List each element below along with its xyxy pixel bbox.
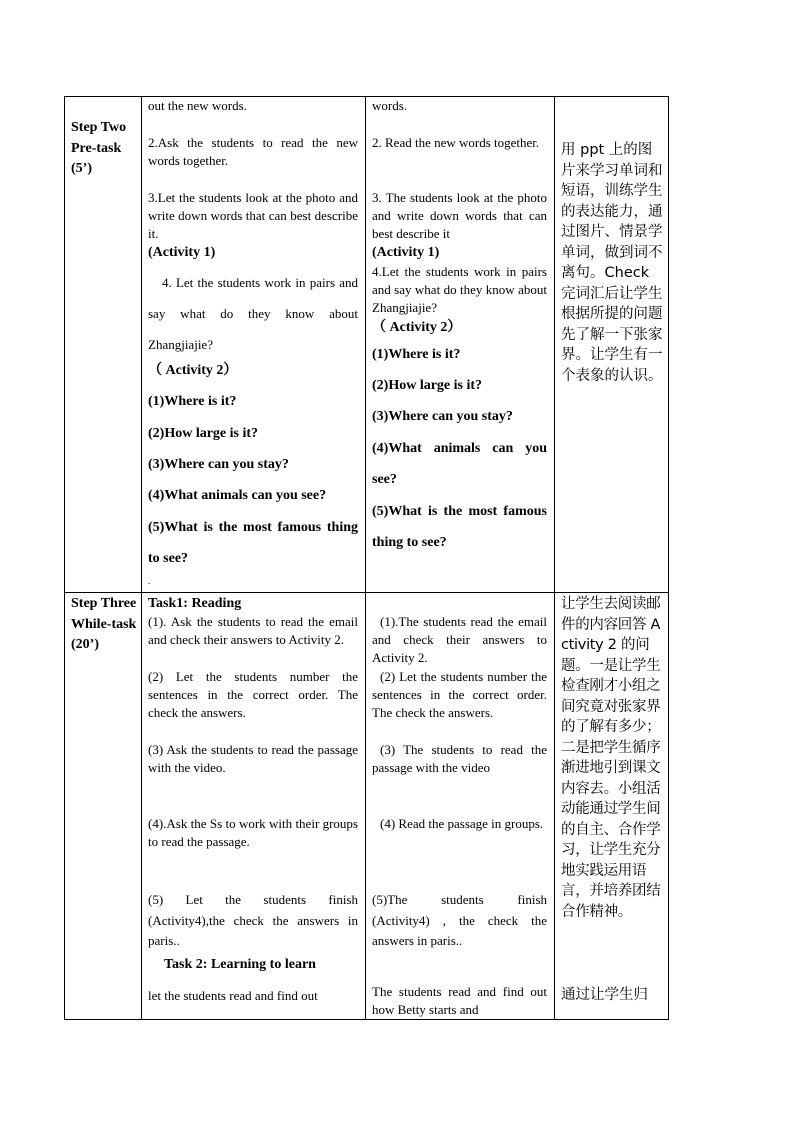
task-heading: Task 2: Learning to learn <box>164 957 316 972</box>
activity-label: （ Activity 2） <box>372 320 462 335</box>
teacher-text: (5) Let the students finish (Activity4),the check the answers in paris.. <box>148 892 358 948</box>
question: (2)How large is it? <box>372 378 483 393</box>
student-text: The students read and find out how Betty starts and <box>372 984 547 1017</box>
question: (3)Where can you stay? <box>148 457 289 472</box>
question: (5)What is the most famous thing to see? <box>372 504 547 550</box>
step-label: Step Three While-task (20’) <box>71 596 137 652</box>
student-text: 4.Let the students work in pairs and say what do they know about Zhangjiajie? <box>372 264 547 315</box>
teacher-text: 3.Let the students look at the photo and write down words that can best describe it. <box>148 190 358 241</box>
lesson-plan-table <box>64 96 669 1020</box>
question: (4)What animals can you see? <box>372 441 547 487</box>
question: (1)Where is it? <box>372 347 461 362</box>
teacher-text: (2) Let the students number the sentences in the correct order. The check the answers. <box>148 669 358 720</box>
teacher-text: (4).Ask the Ss to work with their groups to read the passage. <box>148 816 358 849</box>
question: (1)Where is it? <box>148 394 237 409</box>
student-text: words. <box>372 98 408 113</box>
student-activity-cell <box>366 97 555 593</box>
student-text: (4) Read the passage in groups. <box>380 816 544 831</box>
activity-label: （ Activity 2） <box>148 363 238 378</box>
teacher-activity-cell <box>142 593 366 1020</box>
purpose-text: 通过让学生归 <box>561 987 648 1003</box>
activity-label: (Activity 1) <box>148 245 216 260</box>
purpose-cell <box>555 593 669 1020</box>
step-cell <box>65 97 142 593</box>
student-text: 2. Read the new words together. <box>372 135 540 150</box>
teacher-activity-cell <box>142 97 366 593</box>
question: (3)Where can you stay? <box>372 409 513 424</box>
step-cell <box>65 593 142 1020</box>
student-text: 3. The students look at the photo and write down words that can best describe it <box>372 190 547 241</box>
purpose-cell <box>555 97 669 593</box>
student-text: (3) The students to read the passage with the video <box>372 742 547 775</box>
period: . <box>148 576 151 586</box>
student-text: (1).The students read the email and check their answers to Activity 2. <box>372 614 547 665</box>
teacher-text: let the students read and find out <box>148 988 318 1003</box>
teacher-text: (3) Ask the students to read the passage with the video. <box>148 742 358 775</box>
question: (5)What is the most famous thing to see? <box>148 520 358 566</box>
teacher-text: (1). Ask the students to read the email and check their answers to Activity 2. <box>148 614 358 647</box>
purpose-text: 用 ppt 上的图片来学习单词和短语，训练学生的表达能力，通过图片、情景学单词，做到词不离句。Check 完词汇后让学生根据所提的问题先了解一下张家界。让学生有一个表象的认识。 <box>561 142 663 384</box>
purpose-text: 让学生去阅读邮件的内容回答 Activity 2 的问题。一是让学生检查刚才小组之间究竟对张家界的了解有多少；二是把学生循序渐进地引到课文内容去。小组活动能通过学生间的自主、合作学习，让学生充分地实践运用语言，并培养团结合作精神。 <box>561 596 661 920</box>
student-text: (2) Let the students number the sentences in the correct order. The check the answers. <box>372 669 547 720</box>
student-text: (5)The students finish (Activity4) , the check the answers in paris.. <box>372 892 547 948</box>
teacher-text: 2.Ask the students to read the new words together. <box>148 135 358 168</box>
activity-label: (Activity 1) <box>372 245 440 260</box>
teacher-text: out the new words. <box>148 98 247 113</box>
question: (4)What animals can you see? <box>148 488 327 503</box>
step-label: Step Two Pre-task (5’) <box>71 120 127 176</box>
task-heading: Task1: Reading <box>148 596 242 611</box>
question: (2)How large is it? <box>148 426 259 441</box>
table-row <box>65 593 669 1020</box>
student-activity-cell <box>366 593 555 1020</box>
table-row <box>65 97 669 593</box>
teacher-text: 4. Let the students work in pairs and say what do they know about Zhangjiajie? <box>148 275 358 352</box>
